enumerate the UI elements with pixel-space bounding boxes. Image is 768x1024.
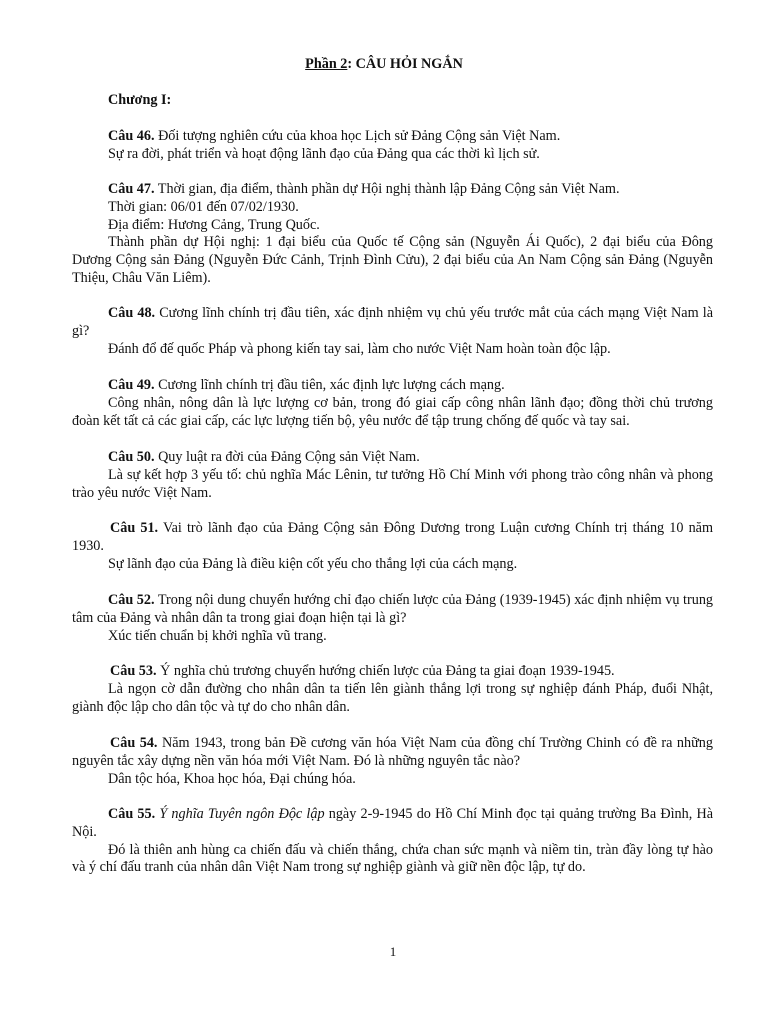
question-body: Thời gian, địa điểm, thành phần dự Hội nghị thành lập Đảng Cộng sản Việt Nam.: [154, 181, 620, 197]
question-body: Ý nghĩa chủ trương chuyển hướng chiến lược của Đảng ta giai đoạn 1939-1945.: [156, 663, 615, 679]
part-label: Phần 2: [305, 56, 348, 72]
question-number: Câu 47.: [108, 181, 155, 197]
question-body: Trong nội dung chuyển hướng chỉ đạo chiến lược của Đảng (1939-1945) xác định nhiệm vụ trung tâm của Đảng và nhân dân ta trong giai đoạn hiện tại là gì?: [72, 592, 714, 626]
question-number: Câu 46.: [108, 128, 155, 144]
question-block: [72, 806, 713, 877]
answer-text: Là ngọn cờ dẫn đường cho nhân dân ta tiến lên giành thắng lợi trong sự nghiệp đánh Pháp, đuổi Nhật, giành độc lập cho dân tộc và tự do cho nhân dân.: [72, 680, 713, 715]
chapter-heading: Chương I:: [108, 92, 172, 108]
question-body: Cương lĩnh chính trị đầu tiên, xác định nhiệm vụ chủ yếu trước mắt của cách mạng Việt Nam là gì?: [72, 305, 713, 339]
question-text: [72, 520, 713, 556]
answer-text: Đó là thiên anh hùng ca chiến đấu và chiến thắng, chứa chan sức mạnh và niềm tin, tràn đầy lòng tự hào và ý chí đấu tranh của nhân dân Việt Nam trong sự nghiệp giành và giữ nền độc lập, tự do.: [72, 841, 713, 876]
question-number: Câu 53.: [110, 663, 157, 679]
page-number: 1: [389, 944, 397, 959]
question-text: [72, 806, 713, 842]
question-number: Câu 54.: [110, 735, 158, 751]
title-text: : CÂU HỎI NGẮN: [347, 56, 463, 72]
question-block: [72, 735, 713, 788]
question-body: Năm 1943, trong bản Đề cương văn hóa Việt Nam của đồng chí Trường Chinh có đề ra những nguyên tắc xây dựng nền văn hóa mới Việt Nam. Đó là những nguyên tắc nào?: [72, 735, 713, 769]
question-block: [72, 663, 713, 716]
question-text: [72, 735, 713, 771]
page-title: [0, 56, 768, 74]
question-body: Vai trò lãnh đạo của Đảng Cộng sản Đông Dương trong Luận cương Chính trị tháng 10 năm 1930.: [72, 520, 713, 554]
question-block: [72, 305, 713, 358]
question-body: Đối tượng nghiên cứu của khoa học Lịch sử Đảng Cộng sản Việt Nam.: [154, 128, 561, 144]
question-number: Câu 51.: [110, 520, 159, 536]
question-italic: Ý nghĩa Tuyên ngôn Độc lập: [155, 806, 325, 822]
question-text: [72, 305, 713, 341]
answer-text: Địa điểm: Hương Cảng, Trung Quốc.: [108, 216, 320, 233]
answer-text: Thời gian: 06/01 đến 07/02/1930.: [108, 198, 299, 215]
answer-text: Dân tộc hóa, Khoa học hóa, Đại chúng hóa.: [108, 770, 356, 787]
question-number: Câu 50.: [108, 449, 155, 465]
answer-text: Sự lãnh đạo của Đảng là điều kiện cốt yếu cho thắng lợi của cách mạng.: [108, 555, 518, 572]
question-body: ngày 2-9-1945 do Hồ Chí Minh đọc tại quảng trường Ba Đình, Hà Nội.: [72, 806, 713, 840]
question-number: Câu 49.: [108, 377, 155, 393]
question-block: [72, 449, 713, 502]
question-text: [72, 663, 713, 681]
question-block: [72, 592, 713, 645]
question-number: Câu 48.: [108, 305, 156, 321]
question-body: Cương lĩnh chính trị đầu tiên, xác định lực lượng cách mạng.: [154, 377, 505, 393]
question-block: [72, 377, 713, 430]
answer-text: Là sự kết hợp 3 yếu tố: chủ nghĩa Mác Lênin, tư tưởng Hồ Chí Minh với phong trào công nhân và phong trào yêu nước Việt Nam.: [72, 466, 713, 501]
answer-text: Sự ra đời, phát triển và hoạt động lãnh đạo của Đảng qua các thời kì lịch sử.: [108, 145, 540, 162]
answer-text: Công nhân, nông dân là lực lượng cơ bản, trong đó giai cấp công nhân lãnh đạo; đồng thời chủ trương đoàn kết tất cả các giai cấp, các lực lượng tiến bộ, yêu nước để tập trung chống đế quốc và tay sai.: [72, 394, 713, 429]
question-text: [72, 181, 713, 199]
answer-text: Đánh đổ đế quốc Pháp và phong kiến tay sai, làm cho nước Việt Nam hoàn toàn độc lập.: [108, 340, 611, 357]
question-block: [72, 520, 713, 573]
answer-text: Thành phần dự Hội nghị: 1 đại biểu của Quốc tế Cộng sản (Nguyễn Ái Quốc), 2 đại biểu của Đông Dương Cộng sản Đảng (Nguyễn Đức Cảnh, Trịnh Đình Cửu), 2 đại biểu của An Nam Cộng sản Đảng (Nguyễn Thiệu, Châu Văn Liêm).: [72, 234, 713, 286]
question-text: [72, 128, 713, 146]
question-body: Quy luật ra đời của Đảng Cộng sản Việt Nam.: [154, 449, 420, 465]
question-block: [72, 181, 713, 288]
question-text: [72, 449, 713, 467]
question-text: [72, 592, 713, 628]
question-number: Câu 52.: [108, 592, 155, 608]
answer-text: Xúc tiến chuẩn bị khởi nghĩa vũ trang.: [108, 627, 327, 644]
question-block: [72, 128, 713, 164]
question-number: Câu 55.: [108, 806, 156, 822]
question-text: [72, 377, 713, 395]
